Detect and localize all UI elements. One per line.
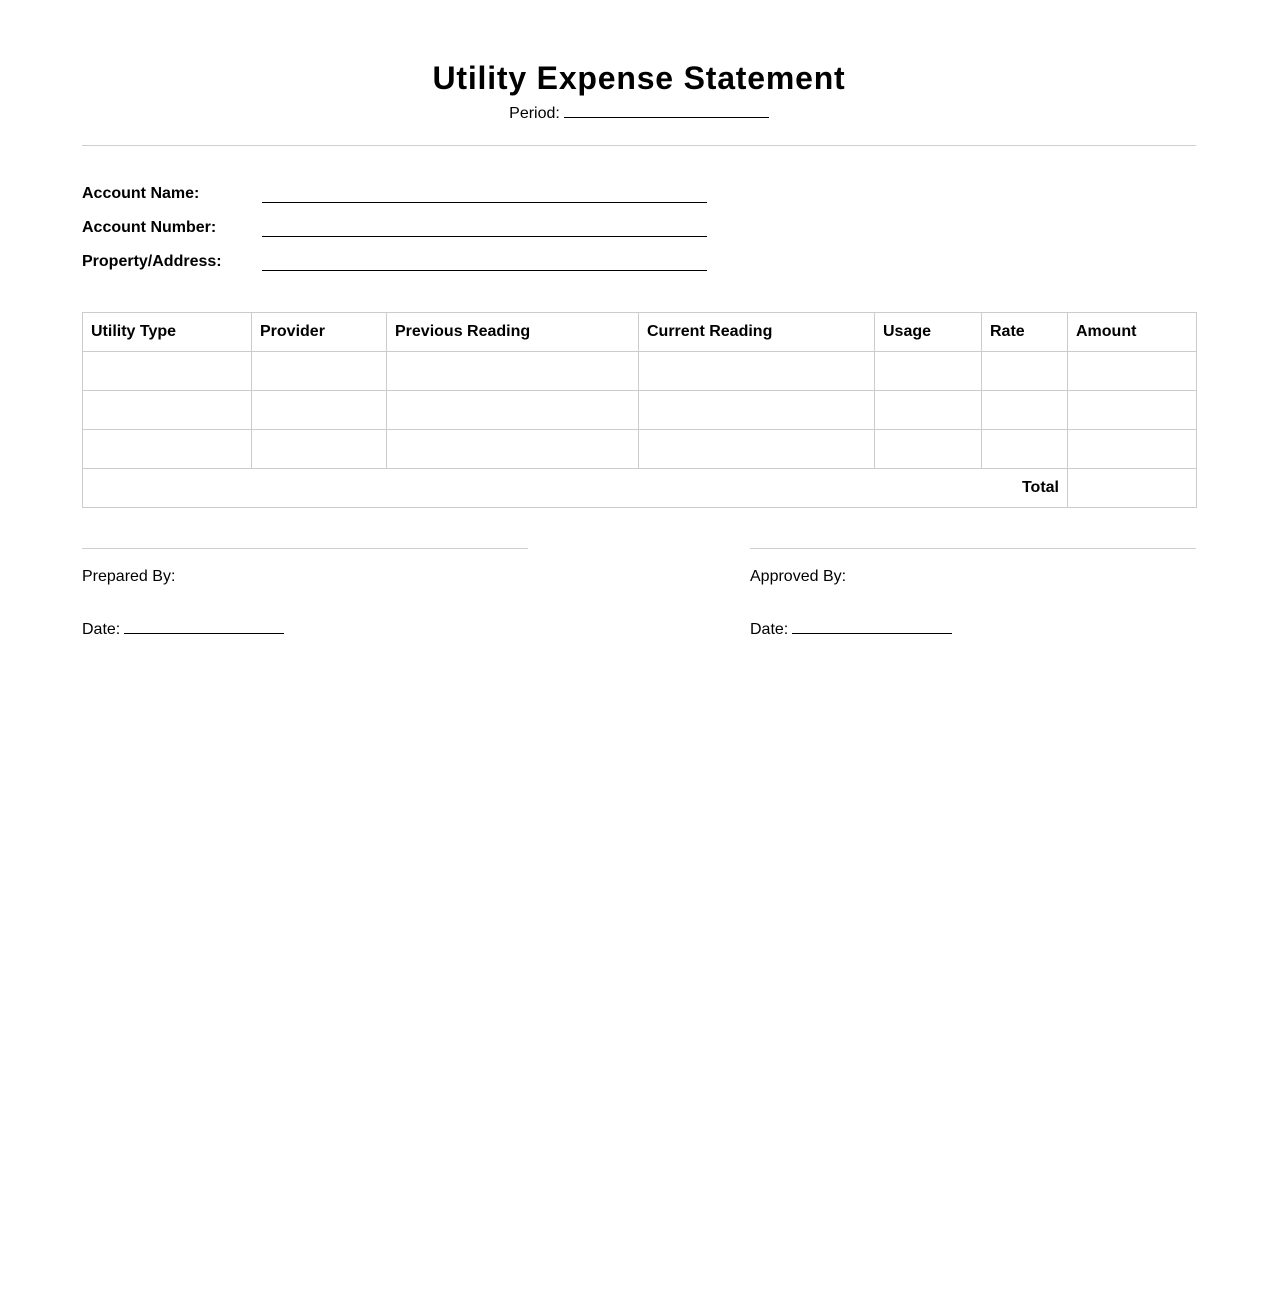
prepared-by-block: [82, 548, 528, 638]
cell-amount[interactable]: [1068, 391, 1197, 430]
cell-utility-type[interactable]: [83, 352, 252, 391]
total-label: Total: [83, 469, 1068, 508]
property-address-label: Property/Address:: [82, 253, 222, 270]
cell-provider[interactable]: [252, 430, 387, 469]
cell-rate[interactable]: [982, 391, 1068, 430]
approved-by-label: Approved By:: [750, 568, 847, 585]
cell-usage[interactable]: [875, 430, 982, 469]
cell-previous-reading[interactable]: [387, 391, 639, 430]
page-title: Utility Expense Statement: [432, 60, 846, 96]
cell-amount[interactable]: [1068, 352, 1197, 391]
cell-usage[interactable]: [875, 352, 982, 391]
property-address-blank[interactable]: [262, 270, 707, 271]
cell-current-reading[interactable]: [639, 391, 875, 430]
approved-by-signature-line[interactable]: [750, 548, 1196, 549]
approved-date-label: Date:: [750, 621, 789, 638]
account-name-label: Account Name:: [82, 185, 200, 202]
account-number-blank[interactable]: [262, 236, 707, 237]
period-field: [82, 101, 1196, 124]
cell-provider[interactable]: [252, 352, 387, 391]
cell-previous-reading[interactable]: [387, 352, 639, 391]
utility-table: [82, 312, 1197, 508]
column-header-rate: Rate: [982, 313, 1068, 352]
account-name-row: [82, 183, 782, 205]
prepared-date-label: Date:: [82, 621, 121, 638]
column-header-amount: Amount: [1068, 313, 1197, 352]
column-header-previous-reading: Previous Reading: [387, 313, 639, 352]
table-row: [83, 352, 1197, 391]
table-header-row: [83, 313, 1197, 352]
cell-utility-type[interactable]: [83, 391, 252, 430]
column-header-utility-type: Utility Type: [83, 313, 252, 352]
property-address-row: [82, 251, 782, 273]
cell-amount[interactable]: [1068, 430, 1197, 469]
account-name-blank[interactable]: [262, 202, 707, 203]
cell-rate[interactable]: [982, 430, 1068, 469]
cell-rate[interactable]: [982, 352, 1068, 391]
cell-previous-reading[interactable]: [387, 430, 639, 469]
approved-date-field: [750, 617, 952, 640]
cell-usage[interactable]: [875, 391, 982, 430]
cell-utility-type[interactable]: [83, 430, 252, 469]
prepared-date-blank[interactable]: [124, 617, 284, 634]
table-row: [83, 391, 1197, 430]
column-header-current-reading: Current Reading: [639, 313, 875, 352]
period-label: Period:: [509, 105, 560, 122]
cell-current-reading[interactable]: [639, 430, 875, 469]
prepared-by-label: Prepared By:: [82, 568, 176, 585]
total-amount-cell[interactable]: [1068, 469, 1197, 508]
column-header-provider: Provider: [252, 313, 387, 352]
approved-date-blank[interactable]: [792, 617, 952, 634]
approved-by-block: [750, 548, 1196, 638]
column-header-usage: Usage: [875, 313, 982, 352]
account-number-label: Account Number:: [82, 219, 217, 236]
cell-current-reading[interactable]: [639, 352, 875, 391]
total-row: [83, 469, 1197, 508]
header-divider: [82, 145, 1196, 146]
table-row: [83, 430, 1197, 469]
period-blank[interactable]: [564, 101, 769, 118]
cell-provider[interactable]: [252, 391, 387, 430]
prepared-by-signature-line[interactable]: [82, 548, 528, 549]
prepared-date-field: [82, 617, 284, 640]
account-number-row: [82, 217, 782, 239]
